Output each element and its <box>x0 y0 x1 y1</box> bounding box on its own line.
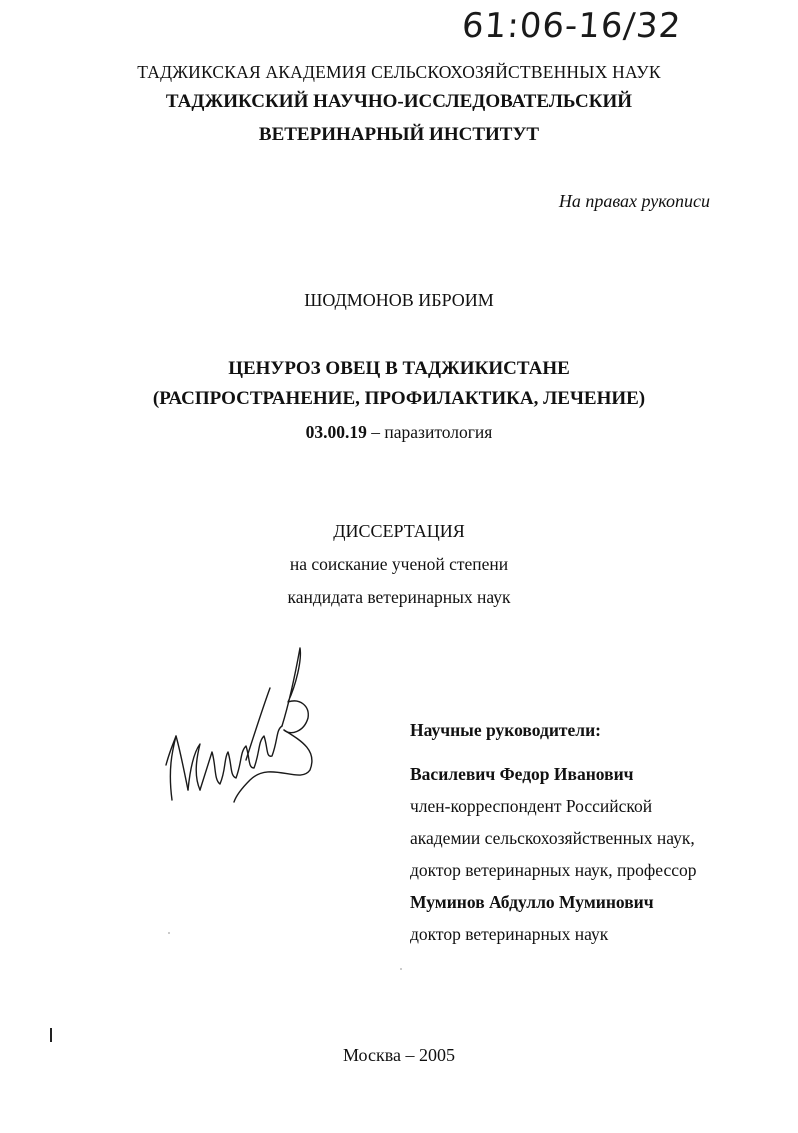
institute-name-line1: ТАДЖИКСКИЙ НАУЧНО-ИССЛЕДОВАТЕЛЬСКИЙ <box>165 91 633 112</box>
scan-speck <box>168 932 170 934</box>
supervisors-block <box>410 714 697 950</box>
specialty-line <box>0 422 798 443</box>
supervisor-1-name: Василевич Федор Иванович <box>410 764 634 784</box>
supervisor-1-title-line3: доктор ветеринарных наук, профессор <box>410 860 697 880</box>
supervisor-2-title-line1: доктор ветеринарных наук <box>410 924 609 944</box>
academy-name: ТАДЖИКСКАЯ АКАДЕМИЯ СЕЛЬСКОХОЗЯЙСТВЕННЫХ НАУК <box>137 62 661 82</box>
city-year: Москва – 2005 <box>343 1045 455 1065</box>
supervisor-2-name: Муминов Абдулло Муминович <box>410 892 654 912</box>
thesis-title-line1: ЦЕНУРОЗ ОВЕЦ В ТАДЖИКИСТАНЕ <box>228 358 570 379</box>
institute-name-line2: ВЕТЕРИНАРНЫЙ ИНСТИТУТ <box>258 124 540 145</box>
specialty-code: 03.00.19 <box>305 422 367 442</box>
handwritten-archive-number: 61:06-16/32 <box>460 6 683 46</box>
margin-mark <box>50 1028 52 1042</box>
supervisor-1-title-line2: академии сельскохозяйственных наук, <box>410 828 695 848</box>
thesis-title-line2: (РАСПРОСТРАНЕНИЕ, ПРОФИЛАКТИКА, ЛЕЧЕНИЕ) <box>152 388 646 409</box>
author-name: ШОДМОНОВ ИБРОИМ <box>304 290 494 310</box>
document-type: ДИССЕРТАЦИЯ <box>333 521 465 541</box>
scan-speck <box>400 968 402 970</box>
degree-line2: кандидата ветеринарных наук <box>287 587 511 607</box>
supervisor-1-title-line1: член-корреспондент Российской <box>410 796 653 816</box>
specialty-name: – паразитология <box>366 422 493 442</box>
degree-line1: на соискание ученой степени <box>289 554 509 574</box>
signature-icon <box>150 640 325 810</box>
supervisors-heading: Научные руководители: <box>410 720 602 740</box>
manuscript-note: На правах рукописи <box>558 191 710 211</box>
